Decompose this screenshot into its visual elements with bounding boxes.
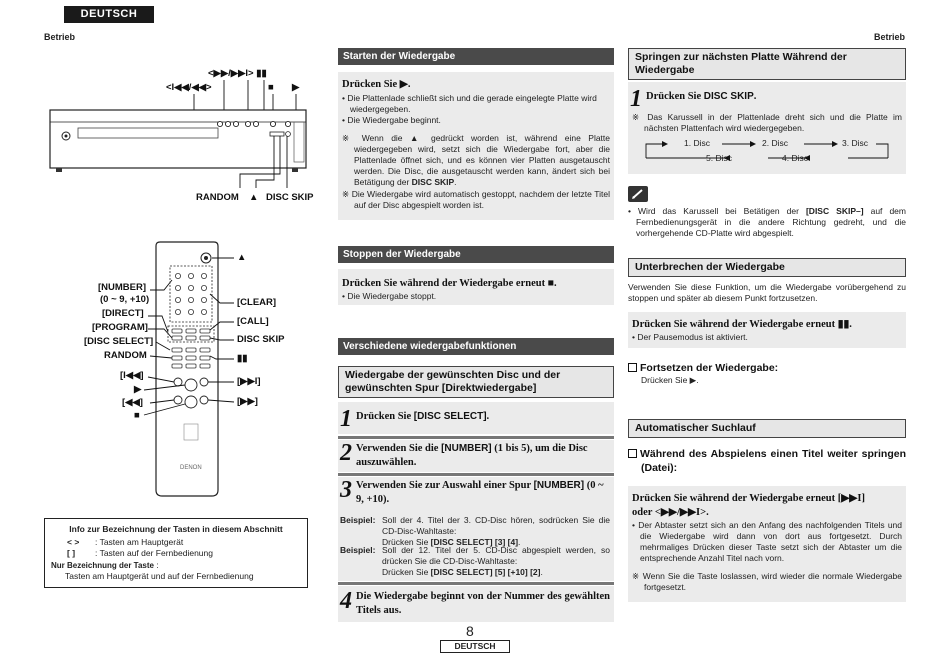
start-note-2: ※ Die Wiedergabe wird automatisch gestoppt, nachdem der letzte Titel auf der Disc abgespielt worden ist.	[342, 188, 610, 210]
search-bullet: • Der Abtaster setzt sich an den Anfang des nachfolgenden Titels und die Wiedergabe wird dann von dort aus fortgesetzt. Durch mehrmaliges Drücken dieser Taste setzt sich der Abtaster um die entsprechende Anzahl Titel nach vorn.	[632, 519, 902, 564]
key-legend-row-main: < > : Tasten am Hauptgerät	[67, 537, 184, 548]
heading-start-playback: Starten der Wiedergabe	[338, 48, 614, 65]
pause-intro: Verwenden Sie diese Funktion, um die Wiedergabe vorübergehend zu stoppen und später ab diesem Punkt fortzusetzen.	[628, 282, 906, 304]
key-legend-row-remote: [ ] : Tasten auf der Fernbedienung	[67, 548, 213, 559]
language-tab: DEUTSCH	[64, 6, 154, 23]
direct-step-1: Drücken Sie [DISC SELECT].	[356, 411, 490, 422]
step-divider	[338, 436, 614, 439]
step-4-number: 4	[340, 588, 352, 614]
direct-step-4-panel	[338, 586, 614, 622]
direct-step-1-panel	[338, 402, 614, 434]
remote-brand: DENON	[180, 465, 202, 471]
label-clear: [CLEAR]	[237, 297, 277, 308]
step-2-number: 2	[340, 440, 352, 466]
search-step-line-2: oder <▶▶/▶▶I>.	[632, 506, 709, 518]
disc-skip-panel	[628, 82, 906, 174]
label-random-remote: RANDOM	[104, 350, 147, 361]
label-direct: [DIRECT]	[102, 308, 144, 319]
label-play: ▶	[292, 82, 300, 93]
example-2: Beispiel: Soll der 12. Titel der 5. CD-Disc abgespielt werden, so drücken Sie die CD-Disc-Wahltaste: Drücken Sie [DISC SELECT] [5] [+10] [2].	[340, 545, 610, 578]
label-play-remote: ▶	[134, 384, 142, 395]
heading-auto-search: Automatischer Suchlauf	[628, 419, 906, 438]
memo-pencil-icon	[628, 186, 648, 202]
label-stop-remote: ■	[134, 410, 140, 421]
running-header-right: Betrieb	[874, 32, 906, 42]
label-skip-pause: <▶▶/▶▶I> ▮▮	[208, 68, 267, 79]
memo-bullet: • Wird das Karussell bei Betätigen der [DISC SKIP–] auf dem Fernbedienungsgerät in die andere Richtung gedreht, und die vorhergehende CD-Platte wird abgespielt.	[628, 206, 906, 239]
pause-bullet: • Der Pausemodus ist aktiviert.	[632, 331, 748, 342]
start-step: Drücken Sie ▶.	[342, 79, 411, 90]
key-legend-row-name-only: Nur Bezeichnung der Taste :	[51, 559, 159, 570]
label-prev: <I◀◀/◀◀>	[166, 82, 212, 93]
search-note: ※ Wenn Sie die Taste loslassen, wird wieder die normale Wiedergabe fortgesetzt.	[632, 570, 903, 592]
key-legend-box	[44, 518, 308, 588]
pause-panel	[628, 312, 906, 348]
page-number: 8	[466, 623, 474, 639]
heading-pause: Unterbrechen der Wiedergabe	[628, 258, 906, 277]
start-playback-panel	[338, 72, 614, 220]
start-bullet-1: • Die Plattenlade schließt sich und die gerade eingelegte Platte wird wiedergegeben.	[342, 92, 597, 115]
heading-various-functions: Verschiedene wiedergabefunktionen	[338, 338, 614, 355]
direct-step-2: Verwenden Sie die [NUMBER] (1 bis 5), um die Disc auszuwählen.	[356, 443, 588, 468]
remote-figure	[44, 240, 334, 505]
label-eject: ▲	[249, 192, 259, 203]
key-legend-title: Info zur Bezeichnung der Tasten in diesem Abschnitt	[69, 524, 283, 534]
subheading-direct-playback: Wiedergabe der gewünschten Disc und der gewünschten Spur [Direktwiedergabe]	[338, 366, 614, 398]
skip-step: Drücken Sie DISC SKIP.	[646, 91, 757, 102]
label-number-range: (0 ~ 9, +10)	[100, 294, 150, 305]
sequence-disc-3: 3. Disc	[842, 138, 868, 148]
label-stop: ■	[268, 82, 274, 93]
label-rewind-remote: [◀◀]	[122, 397, 143, 408]
example-1: Beispiel: Soll der 4. Titel der 3. CD-Disc hören, sodrücken Sie die CD-Disc-Wahltaste: Drücken Sie [DISC SELECT] [3] [4].	[340, 515, 610, 548]
stop-bullet: • Die Wiedergabe stoppt.	[342, 290, 437, 301]
footer-language-tab: DEUTSCH	[440, 640, 510, 653]
step-3-number: 3	[340, 477, 352, 503]
sequence-disc-4: 4. Disc	[782, 153, 808, 163]
stop-playback-panel	[338, 269, 614, 305]
heading-stop-playback: Stoppen der Wiedergabe	[338, 246, 614, 263]
label-random: RANDOM	[196, 192, 239, 203]
direct-step-3: Verwenden Sie zur Auswahl einer Spur [NUMBER] (0 ~ 9, +10).	[356, 480, 604, 505]
resume-text: Drücken Sie ▶.	[641, 375, 699, 385]
label-call: [CALL]	[237, 316, 269, 327]
start-note-1: ※ Wenn die ▲ gedrückt worden ist, während eine Platte wiedergegeben wird, setzt sich die Wiedergabe fort, aber die Plattenlade öffnet sich, und es können vier Platten ausgetauscht werden. Die Disc, die ausgetauscht werden kann, ändert sich bei Betätigung der DISC SKIP.	[342, 132, 611, 188]
direct-step-4: Die Wiedergabe beginnt von der Nummer des gewählten Titels aus.	[356, 591, 610, 616]
sequence-disc-2: 2. Disc	[762, 138, 788, 148]
stop-step: Drücken Sie während der Wiedergabe erneut ■.	[342, 278, 557, 289]
label-program: [PROGRAM]	[92, 322, 148, 333]
pause-step: Drücken Sie während der Wiedergabe erneut ▮▮.	[632, 319, 852, 330]
search-panel	[628, 486, 906, 602]
step-1-number: 1	[340, 406, 352, 432]
skip-note: ※ Das Karussell in der Plattenlade dreht sich und die Platte im nächsten Plattenfach wird wiedergegeben.	[632, 112, 903, 134]
label-disc-skip: DISC SKIP	[266, 192, 314, 203]
label-next-remote: [▶▶I]	[237, 376, 261, 387]
direct-step-3-panel	[338, 477, 614, 581]
main-unit-drawing	[44, 62, 324, 212]
label-disc-skip-remote: DISC SKIP	[237, 334, 285, 345]
label-ff-remote: [▶▶]	[237, 396, 258, 407]
label-prev-remote: [I◀◀]	[120, 370, 144, 381]
main-unit-figure	[44, 62, 324, 212]
resume-title: Fortsetzen der Wiedergabe:	[628, 362, 778, 376]
label-number: [NUMBER]	[98, 282, 147, 293]
direct-step-2-panel	[338, 440, 614, 472]
step-divider	[338, 473, 614, 476]
sequence-disc-5: 5. Disc	[706, 153, 732, 163]
label-pause-remote: ▮▮	[237, 353, 248, 364]
step-divider	[338, 582, 614, 585]
start-bullet-2: • Die Wiedergabe beginnt.	[342, 115, 441, 126]
search-step-line-1: Drücken Sie während der Wiedergabe erneut [▶▶I]	[632, 493, 865, 504]
key-legend-row-both: Tasten am Hauptgerät und auf der Fernbedienung	[65, 571, 254, 582]
label-disc-select: [DISC SELECT]	[84, 336, 154, 347]
sequence-disc-1: 1. Disc	[684, 138, 710, 148]
running-header-left: Betrieb	[44, 32, 76, 42]
heading-disc-skip: Springen zur nächsten Platte Während der Wiedergabe	[628, 48, 906, 80]
label-eject-remote: ▲	[237, 252, 247, 263]
skip-step-number: 1	[630, 86, 642, 112]
search-subheading: Während des Abspielens einen Titel weiter springen (Datei):	[628, 448, 906, 476]
